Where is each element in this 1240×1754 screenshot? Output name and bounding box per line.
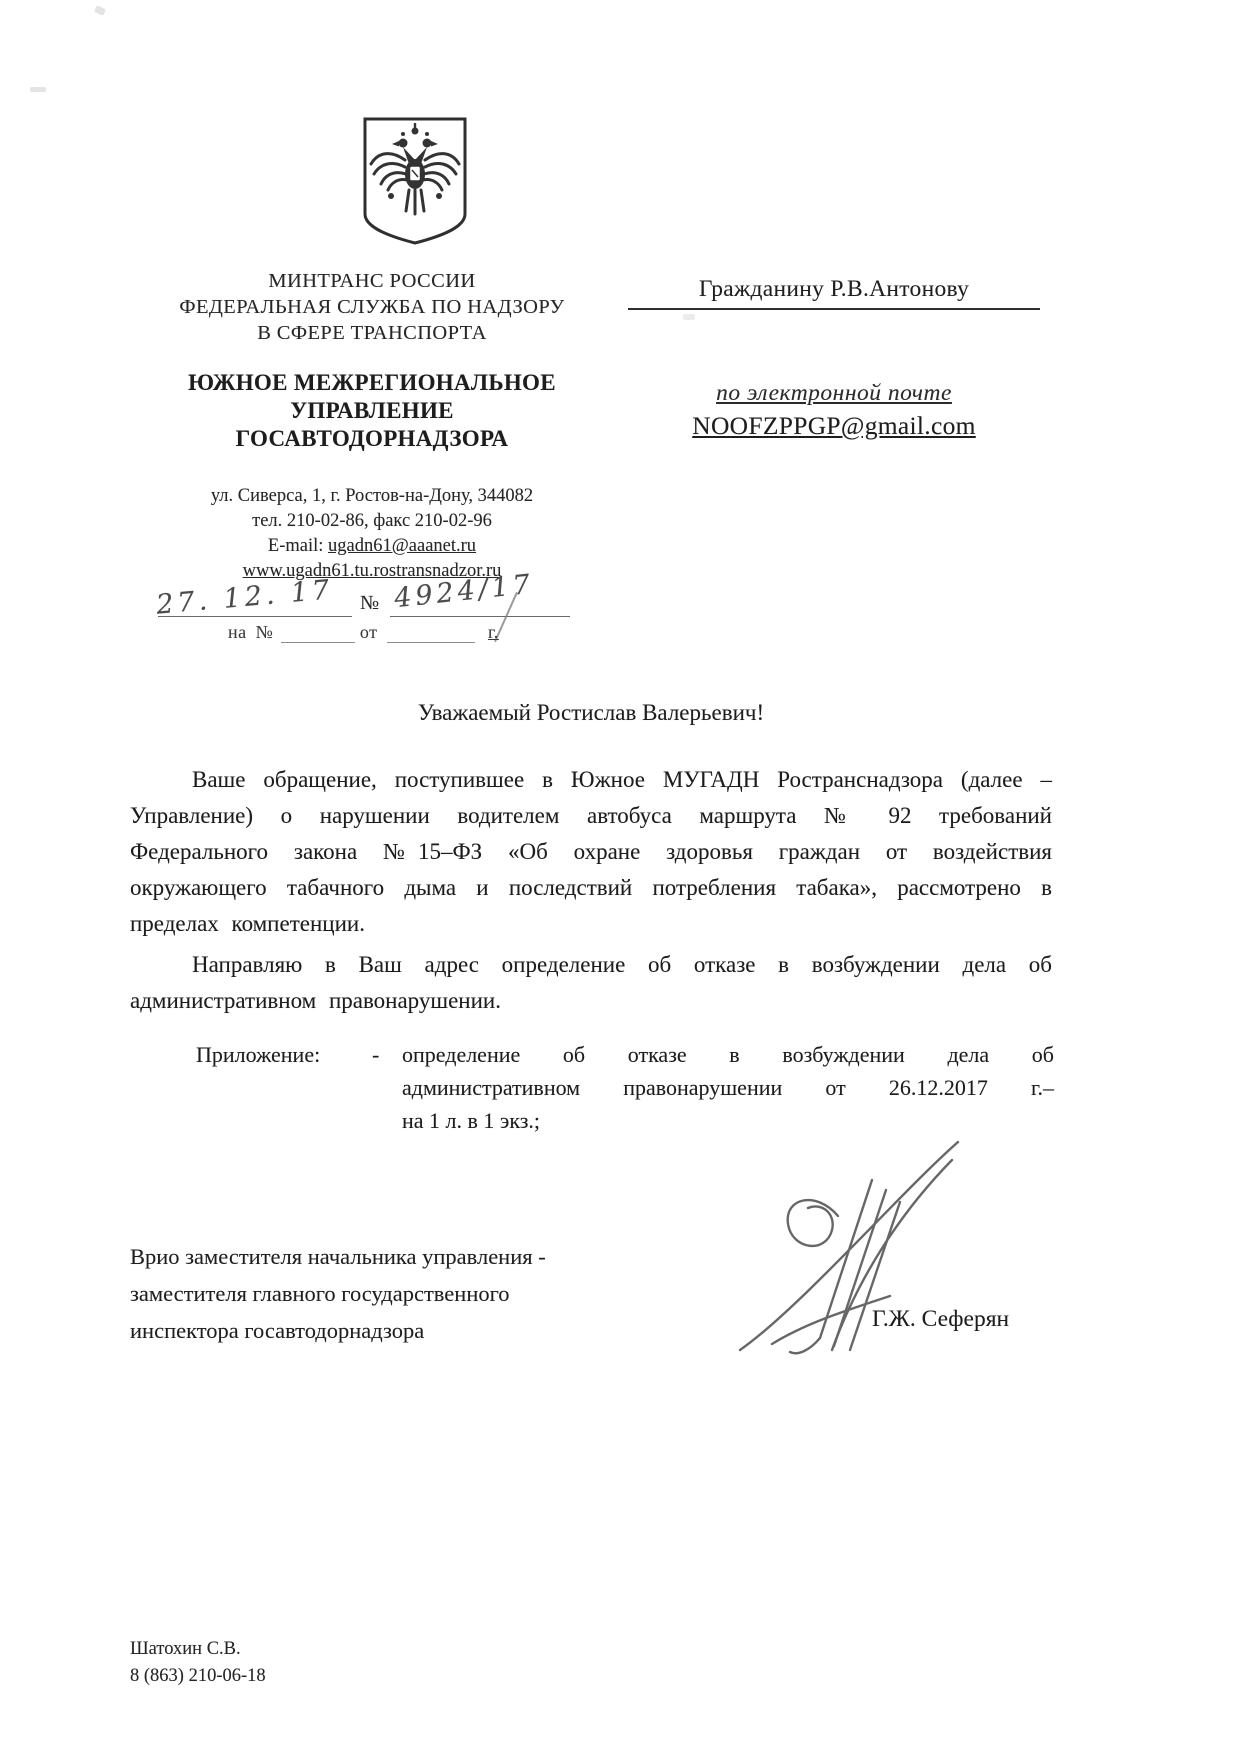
signer-position-line3: инспектора госавтодорнадзора bbox=[130, 1318, 425, 1343]
signer-name: Г.Ж. Сеферян bbox=[872, 1306, 1010, 1332]
recipient-underline bbox=[628, 308, 1040, 310]
org-name-line3: ГОСАВТОДОРНАДЗОРА bbox=[235, 426, 509, 451]
attachment-line-2: административном правонарушении от 26.12.2017 г.– bbox=[402, 1075, 1054, 1100]
ref-number-sign: № bbox=[255, 622, 274, 642]
signer-position bbox=[130, 1238, 730, 1349]
executor-name: Шатохин С.В. bbox=[130, 1639, 241, 1659]
recipient-block bbox=[628, 276, 1040, 441]
outgoing-number-underline bbox=[390, 616, 570, 617]
scan-speck bbox=[30, 87, 46, 92]
org-website: www.ugadn61.tu.rostransnadzor.ru bbox=[242, 561, 502, 581]
outgoing-date-underline bbox=[158, 616, 352, 617]
executor-block bbox=[130, 1636, 266, 1690]
reference-line bbox=[228, 622, 528, 643]
body-paragraph-1: Ваше обращение, поступившее в Южное МУГАДН Ространснадзора (далее – Управление) о нарушении водителем автобуса маршрута № 92 требований Федерального закона №15–ФЗ «Об охране здоровья граждан от воздействия окружающего табачного дыма и последствий потребления табака», рассмотрено в пределах компетенции. bbox=[130, 767, 1052, 936]
signer-position-line2: заместителя главного государственного bbox=[130, 1281, 510, 1306]
attachment-line-3: на 1 л. в 1 экз.; bbox=[402, 1108, 541, 1133]
signer-position-line1: Врио заместителя начальника управления - bbox=[130, 1244, 546, 1269]
executor-phone: 8 (863) 210-06-18 bbox=[130, 1666, 266, 1686]
attachment-label: Приложение: bbox=[196, 1042, 321, 1067]
scan-speck bbox=[94, 5, 106, 16]
ref-number-underline bbox=[281, 622, 355, 643]
email-label: E-mail: bbox=[267, 536, 329, 556]
service-name-line2: В СФЕРЕ ТРАНСПОРТА bbox=[257, 322, 487, 344]
org-email: ugadn61@aaanet.ru bbox=[328, 536, 477, 556]
service-name-line1: ФЕДЕРАЛЬНАЯ СЛУЖБА ПО НАДЗОРУ bbox=[179, 296, 565, 318]
ministry-name: МИНТРАНС РОССИИ bbox=[268, 270, 476, 292]
ref-ot-label: от bbox=[359, 622, 378, 642]
salutation: Уважаемый Ростислав Валерьевич! bbox=[417, 700, 765, 725]
ref-na-label: на bbox=[228, 622, 247, 642]
org-address: ул. Сиверса, 1, г. Ростов-на-Дону, 344082 bbox=[210, 486, 534, 506]
org-phone: тел. 210-02-86, факс 210-02-96 bbox=[252, 511, 492, 531]
outgoing-date-handwriting: 27. 12. 17 bbox=[154, 574, 335, 621]
attachment-dash: - bbox=[372, 1042, 380, 1067]
org-name-line1: ЮЖНОЕ МЕЖРЕГИОНАЛЬНОЕ bbox=[188, 370, 556, 395]
attachment-line-1: определение об отказе в возбуждении дела об bbox=[402, 1042, 1054, 1067]
outgoing-number-handwriting: 4924/17 bbox=[392, 568, 536, 615]
letterhead bbox=[112, 268, 632, 584]
russia-coat-of-arms-icon bbox=[358, 114, 472, 248]
ref-g-label: г. bbox=[487, 622, 499, 642]
body-paragraph-2: Направляю в Ваш адрес определение об отказе в возбуждении дела об административном правонарушении. bbox=[130, 952, 1052, 1013]
recipient-email: NOOFZPPGP@gmail.com bbox=[692, 411, 976, 440]
outgoing-number-sign: № bbox=[360, 592, 380, 614]
attachment-block bbox=[196, 1038, 1054, 1137]
delivery-method: по электронной почте bbox=[716, 380, 952, 406]
recipient-addressee: Гражданину Р.В.Антонову bbox=[698, 276, 970, 302]
org-email-line bbox=[112, 534, 632, 559]
org-name-line2: УПРАВЛЕНИЕ bbox=[290, 398, 454, 423]
ref-date-underline bbox=[387, 622, 475, 643]
letter-body bbox=[130, 762, 1052, 1019]
